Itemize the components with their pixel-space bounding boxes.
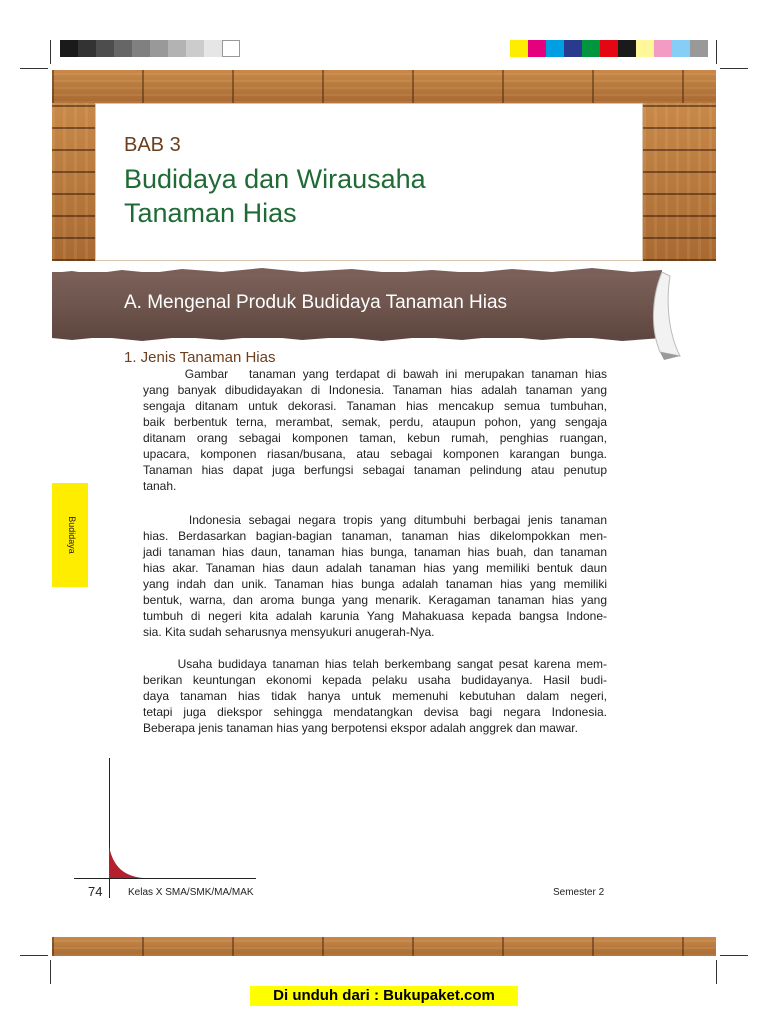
registration-swatch [582, 40, 600, 57]
section-title: A. Mengenal Produk Budidaya Tanaman Hias [124, 292, 508, 313]
footer-left-text: Kelas X SMA/SMK/MA/MAK [128, 887, 254, 898]
paragraph-line: ditanam orang sebagai komponen taman, kebun rumah, penghias ruangan, [143, 431, 607, 445]
chapter-title-line2: Tanaman Hias [124, 198, 297, 228]
registration-swatch [96, 40, 114, 57]
paragraph-1 [143, 366, 607, 494]
paragraph-line: jadi tanaman hias daun, tanaman hias bunga, tanaman hias buah, dan tanaman [143, 545, 607, 559]
crop-mark [50, 40, 51, 64]
registration-swatch [222, 40, 240, 57]
paragraph-line: sia. Kita sudah seharusnya mensyukuri anugerah-Nya. [143, 625, 435, 639]
paragraph-line: tanah. [143, 479, 177, 493]
decorative-corner-curve [109, 846, 143, 879]
registration-swatch [114, 40, 132, 57]
download-source-note: Di unduh dari : Bukupaket.com [250, 986, 518, 1006]
registration-swatch [168, 40, 186, 57]
registration-swatch [528, 40, 546, 57]
footer-right-text: Semester 2 [553, 887, 605, 898]
paragraph-line: Tanaman hias dapat juga berfungsi sebagai tanaman pelindung atau penutup [143, 463, 607, 477]
paragraph-line: Indonesia sebagai negara tropis yang ditumbuhi berbagai jenis tanaman [143, 513, 607, 527]
chapter-title-line1: Budidaya dan Wirausaha [124, 164, 426, 194]
paragraph-line: hias. Berdasarkan bagian-bagian tanaman, tanaman hias dikelompokkan men- [143, 529, 607, 543]
banner-torn-edge-bottom [52, 334, 672, 344]
crop-mark [50, 960, 51, 984]
paragraph-line: Gambar tanaman yang terdapat di bawah ini merupakan tanaman hias [143, 367, 607, 381]
paragraph-line: tumbuh di negeri kita adalah karunia Yang Mahakuasa kepada bangsa Indone- [143, 609, 607, 623]
paragraph-line: upacara, komponen riasan/busana, atau sebagai komponen karangan bunga. [143, 447, 607, 461]
paragraph-line: berikan keuntungan ekonomi kepada pelaku usaha budidayanya. Hasil budi- [143, 673, 607, 687]
paragraph-line: daya tanaman hias tidak hanya untuk memenuhi kebutuhan dalam negeri, [143, 689, 607, 703]
page-number: 74 [88, 884, 103, 899]
registration-swatch [510, 40, 528, 57]
registration-swatch [546, 40, 564, 57]
crop-mark [716, 40, 717, 64]
registration-swatch [150, 40, 168, 57]
wood-frame-top [52, 70, 716, 103]
registration-swatch [564, 40, 582, 57]
crop-mark [720, 68, 748, 69]
crop-mark [20, 68, 48, 69]
paragraph-line: hias akar. Tanaman hias daun adalah tanaman hias yang memiliki bentuk daun [143, 561, 607, 575]
registration-swatch [60, 40, 78, 57]
paragraph-line: sengaja ditanam untuk dekorasi. Tanaman hias mencakup semua tumbuhan, [143, 399, 607, 413]
registration-swatch [204, 40, 222, 57]
paragraph-line: Usaha budidaya tanaman hias telah berkembang sangat pesat karena mem- [143, 657, 607, 671]
subsection-title: 1. Jenis Tanaman Hias [124, 349, 276, 366]
wood-frame-left [52, 103, 95, 261]
chapter-label: BAB 3 [124, 134, 181, 156]
registration-swatch [618, 40, 636, 57]
paragraph-line: bentuk, warna, dan aroma bunga yang menarik. Keragaman tanaman hias yang [143, 593, 607, 607]
registration-swatch [636, 40, 654, 57]
paragraph-line: Beberapa jenis tanaman hias yang berpotensi ekspor adalah anggrek dan mawar. [143, 721, 578, 735]
crop-mark [716, 960, 717, 984]
page-curl-icon [640, 272, 684, 360]
crop-mark [20, 955, 48, 956]
paragraph-3 [143, 656, 607, 736]
side-tab-label: Budidaya [67, 516, 77, 554]
registration-swatch [132, 40, 150, 57]
paragraph-line: tetapi juga diekspor sehingga mendatangkan devisa bagi negara Indonesia. [143, 705, 607, 719]
crop-mark [720, 955, 748, 956]
registration-swatch [78, 40, 96, 57]
registration-swatch [672, 40, 690, 57]
registration-swatch [600, 40, 618, 57]
banner-torn-edge-top [52, 265, 672, 279]
registration-swatch [654, 40, 672, 57]
decorative-horizontal-line [74, 878, 256, 879]
paragraph-line: yang banyak dibudidayakan di Indonesia. Tanaman hias adalah tanaman yang [143, 383, 607, 397]
registration-swatch [186, 40, 204, 57]
paragraph-line: baik berbentuk terna, merambat, semak, perdu, ataupun pohon, yang sengaja [143, 415, 607, 429]
paragraph-2 [143, 512, 607, 640]
wood-frame-right [643, 103, 716, 261]
paragraph-line: yang indah dan unik. Tanaman hias bunga adalah tanaman hias yang memiliki [143, 577, 607, 591]
registration-swatch [690, 40, 708, 57]
wood-frame-bottom [52, 937, 716, 956]
